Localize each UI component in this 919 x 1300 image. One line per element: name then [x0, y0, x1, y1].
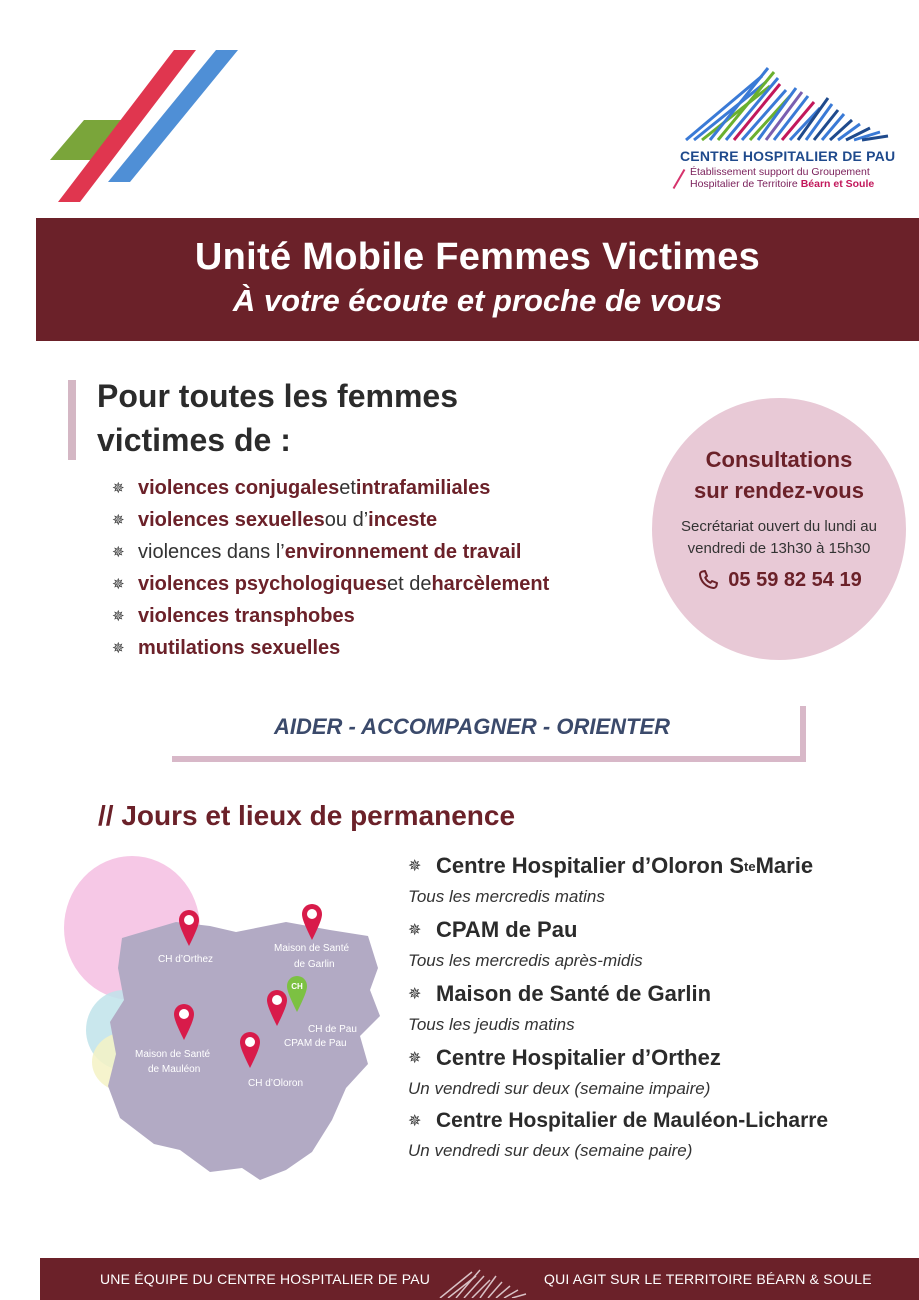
hours-line2: vendredi de 13h30 à 15h30 [687, 540, 871, 557]
subtitle-bold-text: Béarn et Soule [800, 178, 875, 190]
place-schedule: Un vendredi sur deux (semaine impaire) [408, 1079, 711, 1098]
slogan-side-bar [800, 706, 806, 762]
logo-accent-slash [673, 169, 686, 189]
list-item [112, 504, 549, 536]
page-subtitle: À votre écoute et proche de vous [232, 283, 723, 318]
place-name [408, 917, 918, 943]
permanence-heading: // Jours et lieux de permanence [98, 800, 516, 831]
map-label-garlin-line2: de Garlin [294, 959, 335, 970]
place-schedule: Tous les mercredis matins [408, 887, 605, 906]
intro-heading-line2: victimes de : [97, 422, 291, 458]
ch-badge-label: CH [291, 982, 303, 991]
item-emphasis: harcèlement [431, 572, 550, 595]
list-item [112, 568, 549, 600]
map-label-garlin-line1: Maison de Santé [274, 943, 350, 954]
list-item [408, 981, 918, 1035]
consultations-title-line2: sur rendez-vous [694, 478, 864, 503]
asterisk-bullet-icon: ✵ [112, 480, 125, 497]
secretariat-hours [652, 516, 906, 560]
place-name [408, 1109, 918, 1133]
mountains-icon [438, 1266, 528, 1298]
slogan-text: AIDER - ACCOMPAGNER - ORIENTER [274, 714, 670, 739]
map-label-mauleon-line2: de Mauléon [148, 1064, 201, 1075]
place-schedule: Tous les jeudis matins [408, 1015, 575, 1034]
asterisk-bullet-icon: ✵ [112, 608, 125, 625]
map-label-mauleon-line1: Maison de Santé [135, 1049, 211, 1060]
hospital-subtitle-line2 [690, 178, 919, 190]
slogan-underline [172, 756, 806, 762]
place-name-superscript: te [744, 858, 756, 874]
phone-number[interactable] [652, 568, 906, 592]
phone-icon [696, 568, 720, 592]
map-label-oloron: CH d’Oloron [248, 1078, 304, 1089]
hours-line1: Secrétariat ouvert du lundi au [681, 518, 877, 535]
list-item [408, 1045, 918, 1099]
intro-heading [97, 374, 458, 462]
decorative-stripes [40, 40, 260, 210]
item-emphasis: violences conjugales [138, 476, 340, 499]
item-emphasis: environnement de travail [284, 540, 522, 563]
asterisk-bullet-icon: ✵ [408, 922, 422, 939]
subtitle-plain-text: Hospitalier de Territoire [690, 178, 801, 190]
place-name-text: Centre Hospitalier d’Oloron S [436, 853, 745, 878]
item-text: violences dans l’ [138, 540, 285, 563]
map-label-orthez: CH d’Orthez [158, 954, 214, 965]
list-item [408, 1109, 918, 1161]
asterisk-bullet-icon: ✵ [112, 512, 125, 529]
place-name-text: Maison de Santé de Garlin [436, 981, 712, 1006]
place-name [408, 853, 918, 879]
consultations-title-line1: Consultations [705, 447, 853, 472]
consultations-title [652, 444, 906, 506]
footer-left-text: UNE ÉQUIPE DU CENTRE HOSPITALIER DE PAU [100, 1271, 431, 1287]
consultations-circle [652, 398, 906, 660]
map-label-cpam: CPAM de Pau [284, 1038, 347, 1049]
place-schedule: Tous les mercredis après-midis [408, 951, 643, 970]
place-name-text: Centre Hospitalier de Mauléon-Licharre [436, 1109, 829, 1132]
asterisk-bullet-icon: ✵ [408, 858, 422, 875]
item-emphasis: violences psychologiques [138, 572, 387, 595]
footer-right-text: QUI AGIT SUR LE TERRITOIRE BÉARN & SOULE [544, 1271, 872, 1287]
item-text: et [339, 476, 356, 499]
list-item [112, 600, 549, 632]
place-name-text: Centre Hospitalier d’Orthez [436, 1045, 721, 1070]
hospital-subtitle-line1: Établissement support du Groupement [690, 166, 870, 178]
place-name [408, 1045, 918, 1071]
list-item [112, 472, 549, 504]
permanence-places-list [408, 853, 918, 1171]
map-label-ch-pau: CH de Pau [308, 1024, 357, 1035]
list-item [112, 632, 549, 664]
slogan-box [172, 706, 806, 762]
intro-heading-line1: Pour toutes les femmes [97, 378, 458, 414]
title-banner [36, 218, 919, 341]
asterisk-bullet-icon: ✵ [112, 576, 125, 593]
mountains-logo-icon [682, 62, 892, 144]
page-title: Unité Mobile Femmes Victimes [194, 236, 761, 278]
hospital-name: CENTRE HOSPITALIER DE PAU [680, 148, 896, 164]
hospital-subtitle [690, 166, 919, 190]
item-emphasis: inceste [368, 508, 438, 531]
place-name [408, 981, 918, 1007]
place-schedule: Un vendredi sur deux (semaine paire) [408, 1141, 693, 1160]
item-emphasis: violences transphobes [138, 604, 355, 627]
asterisk-bullet-icon: ✵ [408, 986, 422, 1003]
violences-list [112, 472, 549, 664]
asterisk-bullet-icon: ✵ [408, 1113, 422, 1130]
list-item [112, 536, 549, 568]
asterisk-bullet-icon: ✵ [112, 640, 125, 657]
item-text: ou d’ [324, 508, 369, 531]
hospital-logo [672, 62, 918, 202]
place-name-text: CPAM de Pau [436, 917, 578, 942]
asterisk-bullet-icon: ✵ [408, 1050, 422, 1067]
phone-text: 05 59 82 54 19 [728, 568, 862, 591]
place-name-tail: Marie [755, 853, 814, 878]
footer-banner [40, 1258, 919, 1300]
intro-accent-bar [68, 380, 76, 460]
item-emphasis: intrafamiliales [355, 476, 491, 499]
territory-map [60, 850, 390, 1195]
list-item [408, 917, 918, 971]
asterisk-bullet-icon: ✵ [112, 544, 125, 561]
item-emphasis: violences sexuelles [138, 508, 325, 531]
item-emphasis: mutilations sexuelles [138, 636, 341, 659]
list-item [408, 853, 918, 907]
item-text: et de [386, 572, 432, 595]
